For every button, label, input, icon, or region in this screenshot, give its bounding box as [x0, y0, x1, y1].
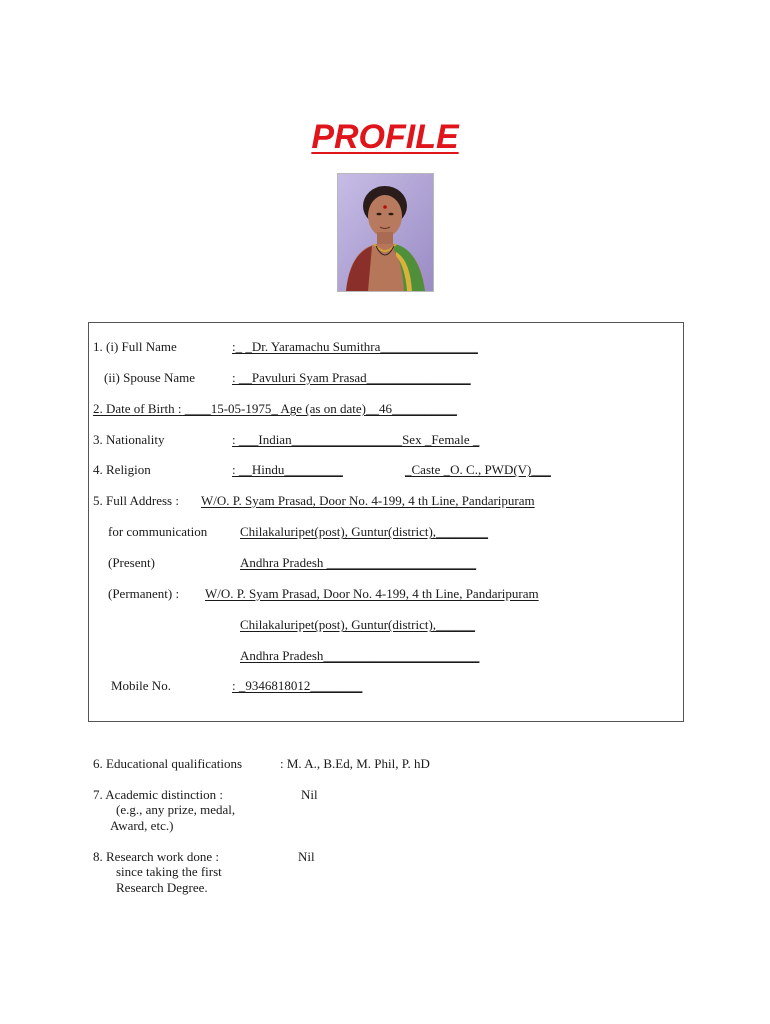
education-value: : M. A., B.Ed, M. Phil, P. hD: [280, 756, 430, 771]
caste-value: _Caste _O. C., PWD(V)___: [405, 462, 551, 477]
mobile-label: Mobile No.: [111, 678, 171, 693]
research-work-hint-1: since taking the first: [116, 864, 222, 879]
full-name-value: :_ _Dr. Yaramachu Sumithra_______________: [232, 339, 478, 354]
research-work-label: 8. Research work done :: [93, 849, 219, 864]
nationality-value: : ___Indian_________________Sex _Female _: [232, 432, 480, 447]
person-photo-icon: [338, 174, 433, 291]
academic-distinction-hint-2: Award, etc.): [110, 818, 174, 833]
permanent-label: (Permanent) :: [108, 586, 180, 601]
title-text: PROFILE: [311, 118, 459, 156]
address-label: 5. Full Address :: [93, 493, 179, 508]
academic-distinction-label: 7. Academic distinction :: [93, 787, 223, 802]
present-label: (Present): [108, 555, 155, 570]
spouse-name-value: : __Pavuluri Syam Prasad________________: [232, 370, 471, 385]
permanent-address-line-1: W/O. P. Syam Prasad, Door No. 4-199, 4 th Line, Pandaripuram: [205, 586, 539, 601]
address-line-2: Chilakaluripet(post), Guntur(district),________: [240, 524, 489, 539]
religion-label: 4. Religion: [93, 462, 151, 477]
for-communication-label: for communication: [108, 524, 208, 539]
academic-distinction-value: Nil: [301, 787, 318, 802]
nationality-label: 3. Nationality: [93, 432, 165, 447]
date-of-birth-line: 2. Date of Birth : ____15-05-1975_ Age (as on date)__46__________: [93, 401, 457, 416]
religion-value: : __Hindu_________: [232, 462, 343, 477]
research-work-value: Nil: [298, 849, 315, 864]
mobile-value: : _9346818012________: [232, 678, 363, 693]
full-name-label: 1. (i) Full Name: [93, 339, 177, 354]
address-line-1: W/O. P. Syam Prasad, Door No. 4-199, 4 th Line, Pandaripuram: [201, 493, 535, 508]
address-line-3: Andhra Pradesh _______________________: [240, 555, 477, 570]
page-title: [0, 118, 770, 157]
profile-photo: [337, 173, 434, 292]
education-label: 6. Educational qualifications: [93, 756, 243, 771]
spouse-name-label: (ii) Spouse Name: [104, 370, 195, 385]
research-work-hint-2: Research Degree.: [116, 880, 208, 895]
permanent-address-line-2: Chilakaluripet(post), Guntur(district),______: [240, 617, 476, 632]
academic-distinction-hint-1: (e.g., any prize, medal,: [116, 802, 236, 817]
permanent-address-line-3: Andhra Pradesh________________________: [240, 648, 480, 663]
